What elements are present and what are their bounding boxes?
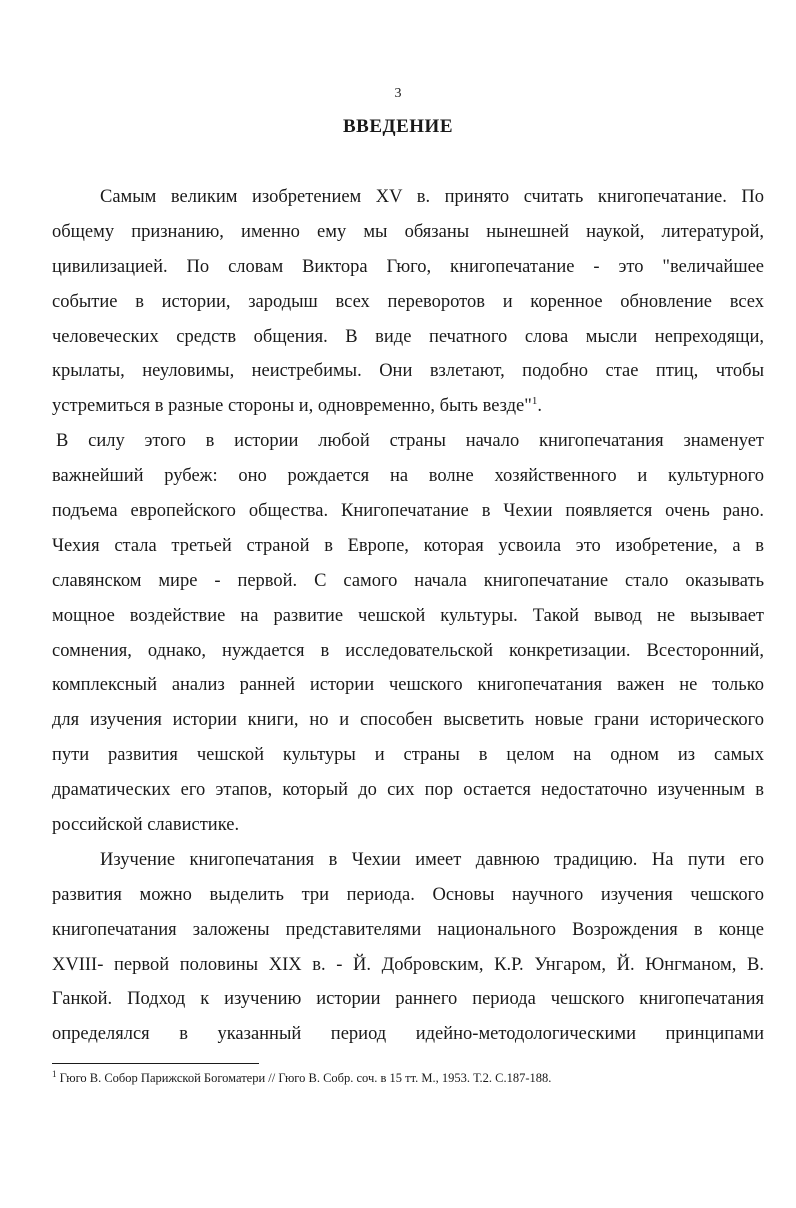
text-line: драматических его этапов, который до сих пор остается недостаточно изученным в bbox=[52, 780, 764, 801]
text-line: В силу этого в истории любой страны начало книгопечатания знаменует bbox=[56, 431, 764, 452]
text-line: сомнения, однако, нуждается в исследовательской конкретизации. Всесторонний, bbox=[52, 640, 764, 661]
text-line: человеческих средств общения. В виде печатного слова мысли непреходящи, bbox=[52, 326, 764, 347]
text-line: комплексный анализ ранней истории чешского книгопечатания важен не только bbox=[52, 675, 764, 696]
footnote-marker: 1 bbox=[52, 1068, 57, 1079]
text-line: общему признанию, именно ему мы обязаны нынешней наукой, литературой, bbox=[52, 221, 764, 242]
text-line: российской славистике. bbox=[52, 815, 240, 836]
text-line: важнейший рубеж: оно рождается на волне хозяйственного и культурного bbox=[52, 466, 764, 487]
text-line: славянском мире - первой. С самого начала книгопечатание стало оказывать bbox=[52, 570, 764, 591]
body-text bbox=[52, 180, 764, 1052]
text-line: книгопечатания заложены представителями национального Возрождения в конце bbox=[52, 919, 764, 940]
text-line: определялся в указанный период идейно-методологическими принципами bbox=[52, 1024, 764, 1045]
page-number: 3 bbox=[394, 86, 402, 101]
text-line: XVIII- первой половины XIX в. - Й. Добровским, К.Р. Унгаром, Й. Юнгманом, В. bbox=[52, 954, 764, 975]
text-line: мощное воздействие на развитие чешской культуры. Такой вывод не вызывает bbox=[52, 605, 764, 626]
text-line: Ганкой. Подход к изучению истории раннего периода чешского книгопечатания bbox=[52, 989, 764, 1010]
footnote-separator bbox=[52, 1063, 259, 1064]
text-line-content: устремиться в разные стороны и, одновременно, быть везде" bbox=[52, 396, 532, 417]
text-line: развития можно выделить три периода. Основы научного изучения чешского bbox=[52, 884, 764, 905]
text-line: пути развития чешской культуры и страны в целом на одном из самых bbox=[52, 745, 764, 766]
footnote-reference[interactable]: 1 bbox=[531, 395, 538, 408]
text-line-with-footnote bbox=[52, 389, 764, 424]
text-line: Чехия стала третьей страной в Европе, которая усвоила это изобретение, а в bbox=[52, 535, 764, 556]
text-line: крылаты, неуловимы, неистребимы. Они взлетают, подобно стае птиц, чтобы bbox=[52, 361, 764, 382]
text-line: Изучение книгопечатания в Чехии имеет давнюю традицию. На пути его bbox=[100, 849, 764, 870]
footnote-text: Гюго В. Собор Парижской Богоматери // Гюго В. Собр. соч. в 15 тт. М., 1953. Т.2. С.187-188. bbox=[59, 1071, 552, 1085]
text-line: цивилизацией. По словам Виктора Гюго, книгопечатание - это "величайшее bbox=[52, 256, 764, 277]
text-line: Самым великим изобретением XV в. принято считать книгопечатание. По bbox=[100, 187, 764, 207]
text-line: для изучения истории книги, но и способен высветить новые грани исторического bbox=[52, 710, 764, 731]
page-title: ВВЕДЕНИЕ bbox=[343, 116, 453, 137]
sentence-period: . bbox=[537, 396, 542, 417]
text-line: подъема европейского общества. Книгопечатание в Чехии появляется очень рано. bbox=[52, 501, 764, 522]
footnote bbox=[52, 1068, 752, 1086]
text-line: событие в истории, зародыш всех переворотов и коренное обновление всех bbox=[52, 291, 764, 312]
